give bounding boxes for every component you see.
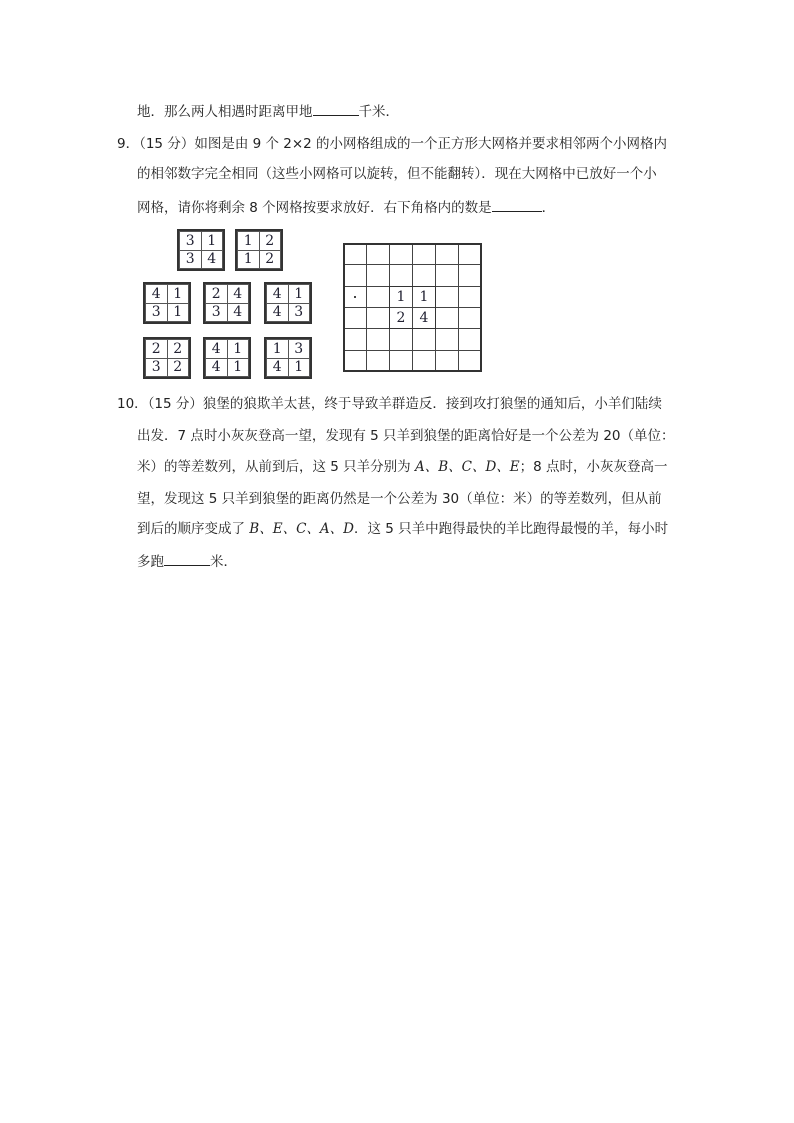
q9-line-1 [117, 134, 667, 154]
q10-text-5a: 到后的顺序变成了 [137, 521, 250, 537]
placed-digit[interactable]: 1 [389, 286, 413, 308]
q10-text-6-end: 米． [210, 554, 237, 570]
q8-tail-unit: 千米． [358, 104, 399, 120]
question-number: 9． [117, 136, 140, 152]
tile-digit: 2 [206, 285, 228, 304]
tile-digit: 1 [238, 250, 260, 269]
q9-text-3-end: ． [541, 200, 556, 216]
placed-digit[interactable]: 4 [412, 307, 436, 329]
q10-text-2: 出发．7 点时小灰灰登高一望，发现有 5 只羊到狼堡的距离恰好是一个公差为 20（单位： [137, 428, 675, 444]
q10-line-5 [137, 519, 668, 539]
tile-digit: 4 [227, 303, 249, 322]
q9-text-3: 网格，请你将剩余 8 个网格按要求放好．右下角格内的数是 [137, 200, 492, 216]
q10-line-3 [137, 457, 668, 477]
sheep-letters-order-2: B、E、C、A、D [249, 521, 354, 537]
q9-text-1: （15 分）如图是由 9 个 2×2 的小网格组成的一个正方形大网格并要求相邻两个小网格内 [139, 136, 668, 152]
tile-digit: 4 [227, 285, 249, 304]
q10-text-6: 多跑 [137, 554, 164, 570]
q8-tail-line [137, 101, 399, 122]
grid-dot-mark [354, 296, 356, 298]
tile-digit: 1 [227, 358, 249, 377]
q10-text-3b: ；8 点时，小灰灰登高一 [519, 459, 668, 475]
q9-text-2: 的相邻数字完全相同（这些小网格可以旋转，但不能翻转）．现在大网格中已放好一个小 [137, 166, 657, 182]
tile-digit: 4 [206, 340, 228, 359]
small-grid-tile [203, 337, 251, 379]
small-grid-tile [143, 337, 191, 379]
tile-digit: 1 [227, 340, 249, 359]
placed-digit[interactable]: 1 [412, 286, 436, 308]
tile-digit: 1 [201, 232, 223, 251]
q10-text-1: （15 分）狼堡的狼欺羊太甚，终于导致羊群造反．接到攻打狼堡的通知后，小羊们陆续 [147, 396, 662, 412]
tile-digit: 3 [180, 250, 202, 269]
tile-digit: 1 [238, 232, 260, 251]
tile-digit: 4 [267, 303, 289, 322]
q10-text-4: 望，发现这 5 只羊到狼堡的距离仍然是一个公差为 30（单位：米）的等差数列，但从前 [137, 491, 662, 507]
tile-digit: 3 [180, 232, 202, 251]
tile-digit: 3 [288, 340, 310, 359]
answer-blank[interactable] [313, 101, 359, 116]
tile-digit: 4 [267, 285, 289, 304]
placed-digit[interactable]: 2 [389, 307, 413, 329]
tile-digit: 2 [259, 250, 281, 269]
tile-digit: 3 [146, 358, 168, 377]
q10-line-6 [137, 551, 237, 572]
small-grid-tile [235, 229, 283, 271]
tile-digit: 4 [146, 285, 168, 304]
tile-digit: 2 [146, 340, 168, 359]
small-grid-tile [143, 282, 191, 324]
q10-text-5b: ．这 5 只羊中跑得最快的羊比跑得最慢的羊，每小时 [353, 521, 669, 537]
q9-line-3 [137, 197, 555, 218]
tile-digit: 2 [167, 358, 189, 377]
tile-digit: 4 [206, 358, 228, 377]
small-grid-tile [177, 229, 225, 271]
tile-digit: 3 [288, 303, 310, 322]
answer-blank[interactable] [164, 551, 210, 566]
small-grid-tile [203, 282, 251, 324]
q10-line-4 [137, 489, 662, 509]
question-number: 10． [117, 396, 148, 412]
sheep-letters-order-1: A、B、C、D、E [414, 459, 520, 475]
tile-digit: 1 [267, 340, 289, 359]
tile-digit: 1 [167, 285, 189, 304]
tile-digit: 1 [288, 358, 310, 377]
tile-digit: 1 [288, 285, 310, 304]
tile-digit: 4 [201, 250, 223, 269]
tile-digit: 4 [267, 358, 289, 377]
q8-tail-text: 地．那么两人相遇时距离甲地 [137, 104, 313, 120]
tile-digit: 3 [146, 303, 168, 322]
tile-digit: 1 [167, 303, 189, 322]
big-grid [343, 243, 481, 371]
big-grid-border [343, 243, 482, 372]
tile-digit: 3 [206, 303, 228, 322]
q10-line-2 [137, 426, 675, 446]
q9-line-2 [137, 164, 657, 184]
tile-digit: 2 [259, 232, 281, 251]
tile-digit: 2 [167, 340, 189, 359]
small-grid-tile [264, 337, 312, 379]
small-grid-tile [264, 282, 312, 324]
answer-blank[interactable] [492, 197, 542, 212]
q10-text-3a: 米）的等差数列，从前到后，这 5 只羊分别为 [137, 459, 415, 475]
q10-line-1 [117, 394, 662, 414]
